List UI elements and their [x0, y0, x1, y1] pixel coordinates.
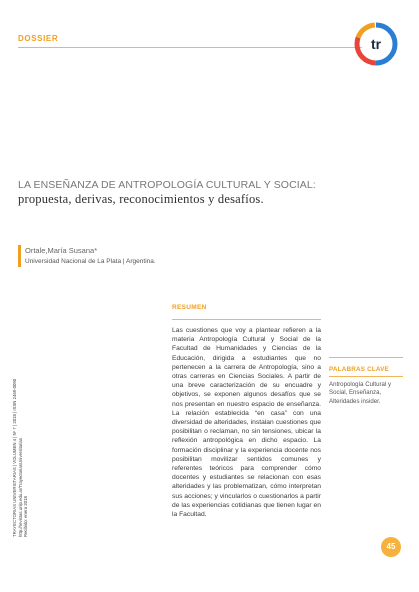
author-name: Ortale,María Susana*: [25, 246, 98, 255]
abstract-divider: [172, 319, 321, 320]
section-label: DOSSIER: [18, 34, 59, 43]
article-title-upper: LA ENSEÑANZA DE ANTROPOLOGÍA CULTURAL Y SOCIAL:: [18, 179, 316, 191]
keywords-top-divider: [329, 357, 403, 358]
journal-citation: TRAYECTORIAS UNIVERSITARIAS | VOLUMEN 4 | Nº 7 | 2018 | ISSN 2469-0090: [12, 378, 17, 537]
journal-side-info: [12, 379, 29, 537]
author-institution: Universidad Nacional de La Plata | Argentina.: [25, 258, 156, 265]
author-accent-bar: [18, 245, 21, 267]
journal-url: http://revistas.unlp.edu.ar/TrayectoriasUniversitarias: [17, 438, 23, 537]
journal-logo: [354, 22, 398, 66]
logo-text: tr: [370, 36, 382, 52]
article-title-subtitle: propuesta, derivas, reconocimientos y desafíos.: [18, 192, 264, 206]
keywords-body: Antropología Cultural y Social, Enseñanza, Alteridades insider.: [329, 381, 391, 405]
page-number-badge: 45: [381, 537, 401, 557]
keywords-divider: [329, 376, 403, 377]
header-divider: [18, 47, 362, 48]
received-date: Recibido: enero 2018: [23, 496, 29, 537]
abstract-heading: RESUMEN: [172, 304, 207, 311]
keywords-heading: PALABRAS CLAVE: [329, 366, 389, 373]
abstract-body: Las cuestiones que voy a plantear refieren a la materia Antropología Cultural y Social de la Facultad de Humanidades y Ciencias de la Educación, dirigida a estudiantes que no pertenecen a la carrera de Antropología, sino a otras carreras en Ciencias Sociales. A partir de una breve caracterización de su encuadre y objetivos, se exponen algunos desafíos que se nos presentan en nuestro espacio de enseñanza. La relación establecida “en casa” con una diversidad de alteridades, instalan cuestiones que posibilitan o reclaman, no sin tensiones, ubicar la reflexión antropológica en dicho espacio. La formación disciplinar y la experiencia docente nos posibilitan movilizar sentidos comunes y referentes teóricos para comprender cómo docentes y estudiantes se relacionan con esas alteridades y las problematizan, cómo interpretan sus acciones; y vincularlos o cuestionarlos a partir de las experiencias cotidianas que tienen lugar en la Facultad.: [172, 327, 321, 519]
